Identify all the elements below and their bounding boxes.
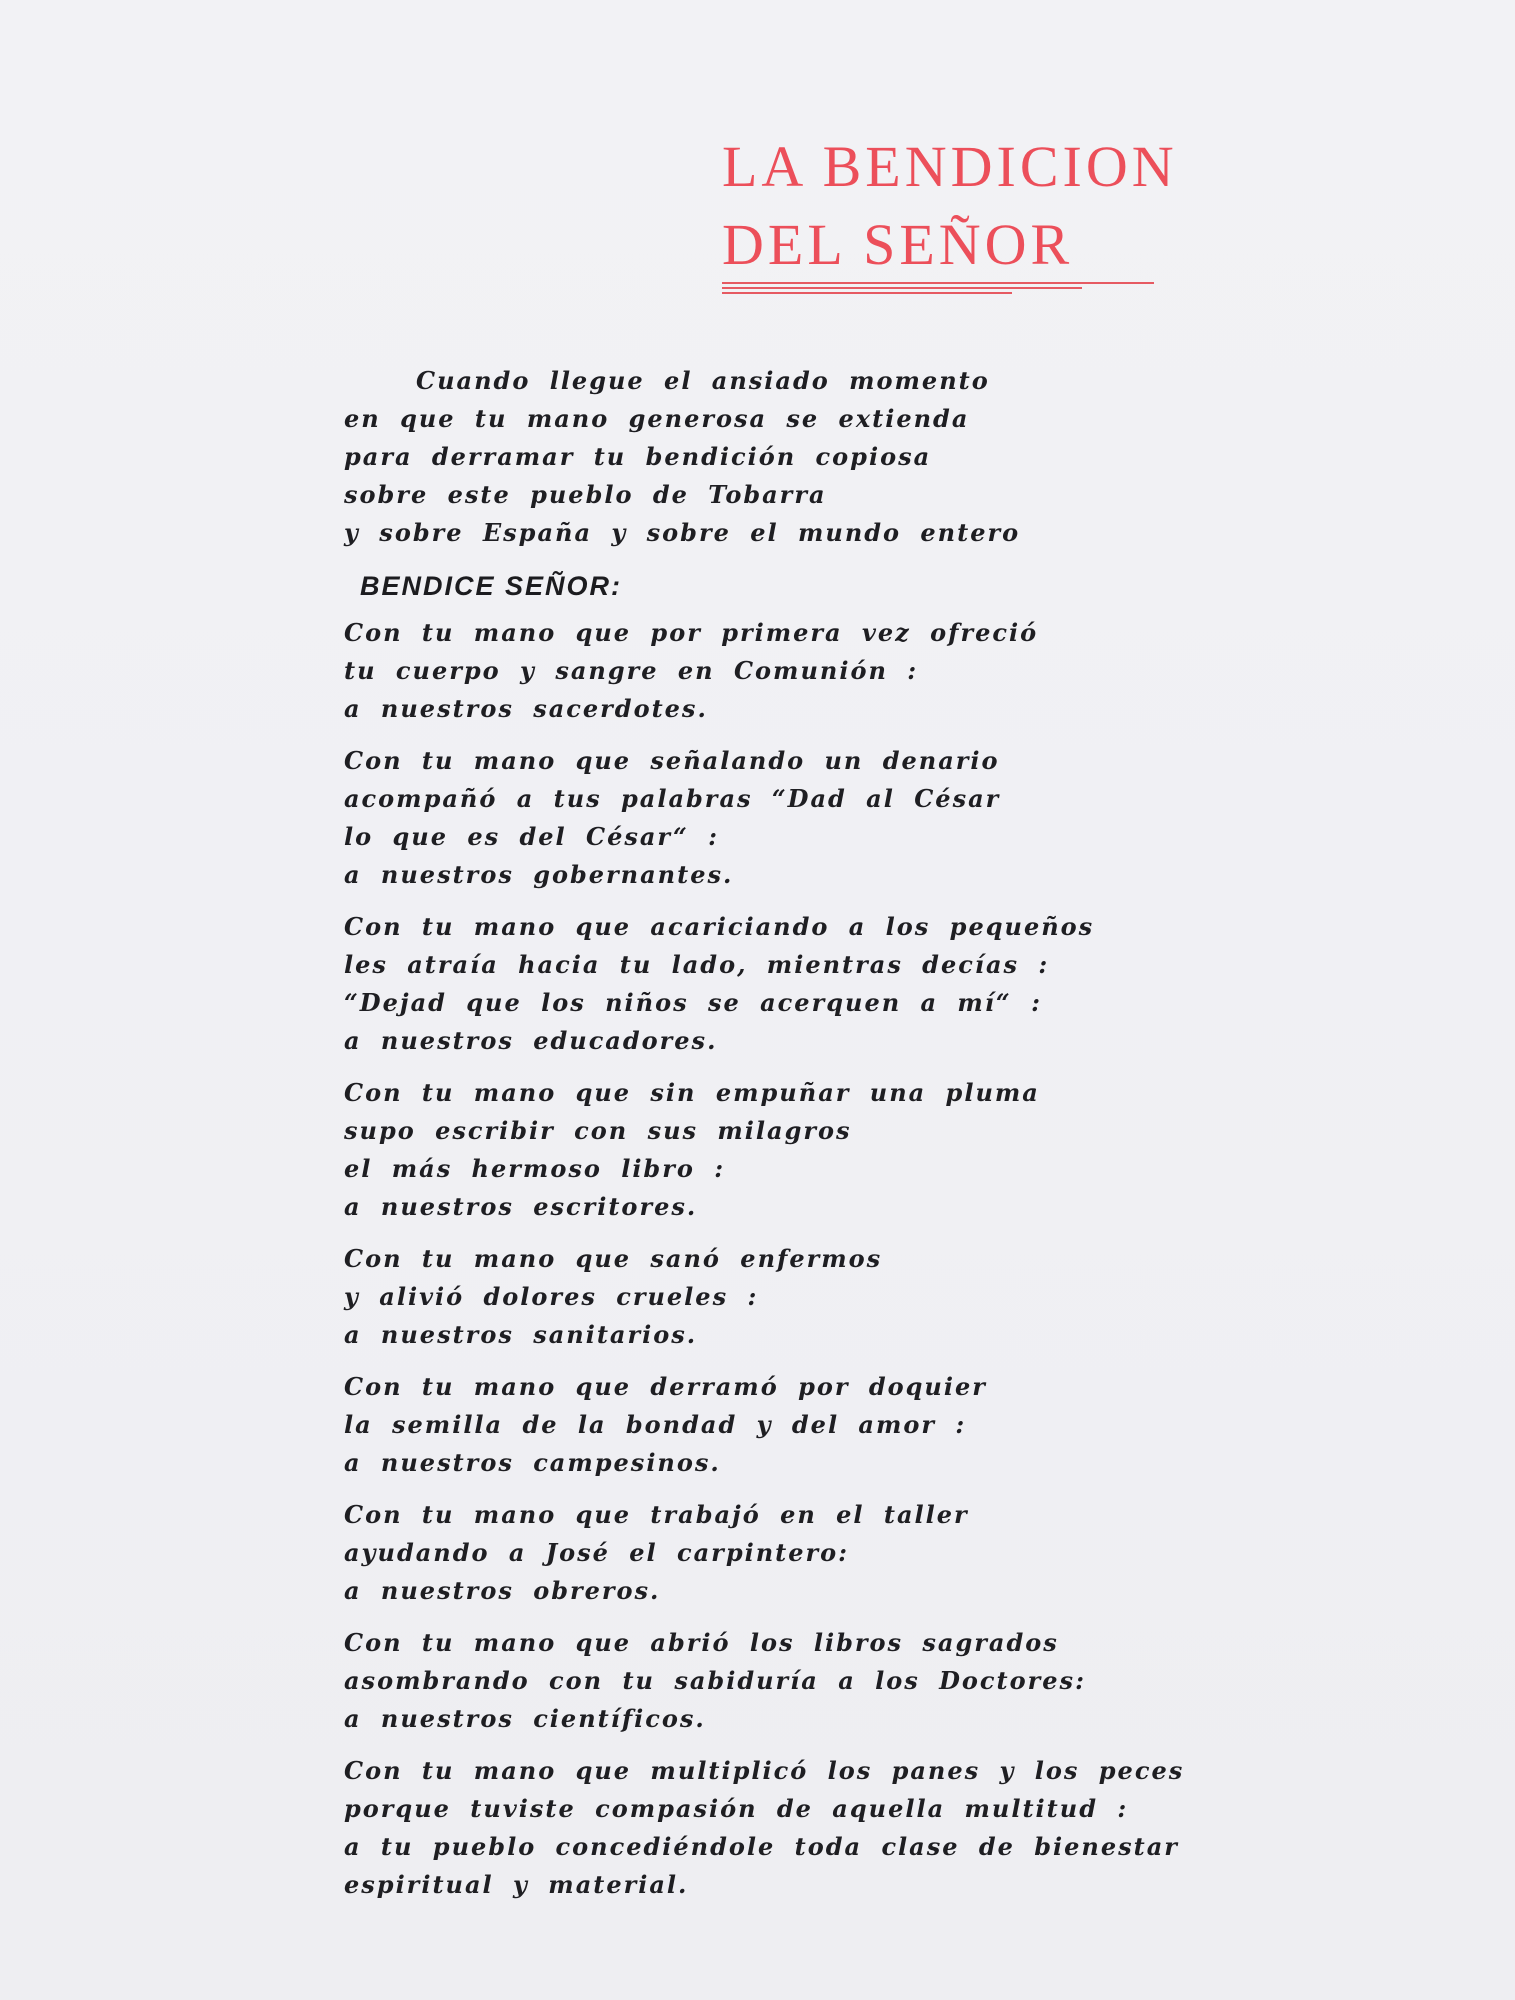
poem-intro (344, 362, 1164, 552)
title-rule (722, 292, 1012, 294)
poem-line: Con tu mano que señalando un denario (344, 746, 1000, 775)
poem-line: y alivió dolores crueles : (344, 1282, 759, 1311)
title-underline-rules (722, 282, 1154, 304)
poem-line: “Dejad que los niños se acerquen a mí“ : (344, 988, 1042, 1017)
poem-line: Con tu mano que sin empuñar una pluma (344, 1078, 1040, 1107)
poem-line: Con tu mano que multiplicó los panes y los peces (344, 1756, 1185, 1785)
poem-line: les atraía hacia tu lado, mientras decías : (344, 950, 1050, 979)
poem-line: la semilla de la bondad y del amor : (344, 1410, 967, 1439)
poem-line: Con tu mano que por primera vez ofreció (344, 618, 1039, 647)
poem-line: ayudando a José el carpintero: (344, 1538, 850, 1567)
title-block (722, 128, 1282, 284)
stanza-pueblo (344, 1752, 1185, 1904)
stanza-educadores (344, 908, 1164, 1060)
poem-line: Cuando llegue el ansiado momento (416, 366, 990, 395)
poem-line: lo que es del César“ : (344, 822, 719, 851)
poem-line: a nuestros educadores. (344, 1026, 718, 1055)
poem-line: sobre este pueblo de Tobarra (344, 480, 827, 509)
title-rule (722, 287, 1082, 289)
stanza-cientificos (344, 1624, 1164, 1738)
stanza-campesinos (344, 1368, 1164, 1482)
poem-line: a nuestros obreros. (344, 1576, 661, 1605)
poem-line: y sobre España y sobre el mundo entero (344, 518, 1021, 547)
poem-line: en que tu mano generosa se extienda (344, 404, 970, 433)
poem-line: a nuestros científicos. (344, 1704, 706, 1733)
poem-line: a nuestros sacerdotes. (344, 694, 708, 723)
poem-line: para derramar tu bendición copiosa (344, 442, 932, 471)
poem-line: tu cuerpo y sangre en Comunión : (344, 656, 919, 685)
poem-line: Con tu mano que abrió los libros sagrados (344, 1628, 1059, 1657)
stanza-sanitarios (344, 1240, 1164, 1354)
poem-line: a nuestros sanitarios. (344, 1320, 698, 1349)
poem-line: a nuestros escritores. (344, 1192, 698, 1221)
poem-line: el más hermoso libro : (344, 1154, 726, 1183)
stanza-sacerdotes (344, 614, 1164, 728)
poem-line: Con tu mano que acariciando a los pequeños (344, 912, 1095, 941)
stanza-escritores (344, 1074, 1164, 1226)
poem-line: porque tuviste compasión de aquella multitud : (344, 1794, 1129, 1823)
poem-line: Con tu mano que trabajó en el taller (344, 1500, 969, 1529)
stanza-obreros (344, 1496, 1164, 1610)
title-rule (722, 282, 1154, 284)
poem-line: espiritual y material. (344, 1870, 689, 1899)
poem-line: a nuestros gobernantes. (344, 860, 734, 889)
poem-line: a nuestros campesinos. (344, 1448, 721, 1477)
poem-line: Con tu mano que derramó por doquier (344, 1372, 987, 1401)
bendice-heading: BENDICE SEÑOR: (360, 571, 623, 601)
poem-line: a tu pueblo concediéndole toda clase de bienestar (344, 1832, 1179, 1861)
poem-line: Con tu mano que sanó enfermos (344, 1244, 883, 1273)
stanza-gobernantes (344, 742, 1164, 894)
poem-line: acompañó a tus palabras “Dad al César (344, 784, 1001, 813)
page-title-line-1: LA BENDICION (722, 134, 1178, 199)
poem-line: asombrando con tu sabiduría a los Doctores: (344, 1666, 1086, 1695)
poem-line: supo escribir con sus milagros (344, 1116, 852, 1145)
poem (344, 362, 1185, 1918)
page-title-line-2: DEL SEÑOR (722, 212, 1074, 277)
